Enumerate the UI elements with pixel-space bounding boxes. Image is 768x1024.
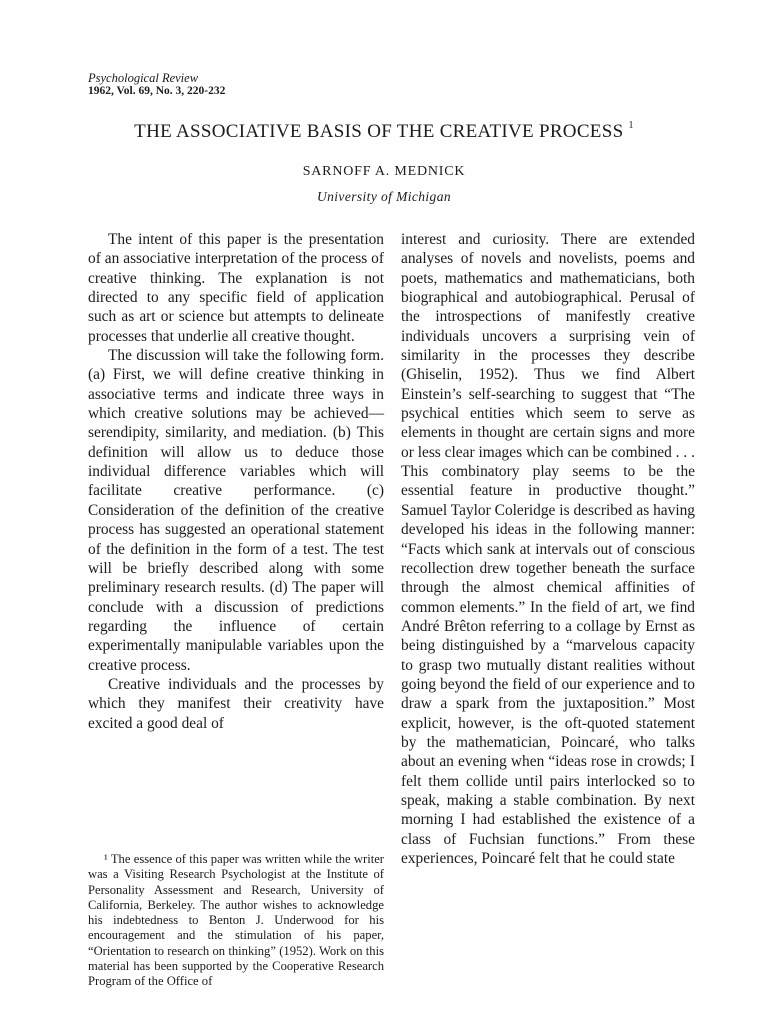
footnote-text: ¹ The essence of this paper was written while the writer was a Visiting Research Psychologist at the Institute of Personality Assessment and Research, University of California, Berkeley. The author wishes to acknowledge his indebtedness to Benton J. Underwood for his encouragement and the stimulation of his paper, “Orientation to research on thinking” (1952). Work on this material has been supported by the Cooperative Research Program of the Office of (88, 852, 384, 989)
journal-citation: 1962, Vol. 69, No. 3, 220-232 (88, 85, 226, 97)
paragraph: The discussion will take the following form. (a) First, we will define creative thinking in associative terms and indicate three ways in which creative solutions may be achieved—serendipity, similarity, and mediation. (b) This definition will allow us to deduce those individual difference variables which will facilitate creative performance. (c) Consideration of the definition of the creative process has suggested an operational statement of the definition in the form of a test. The test will be briefly described along with some preliminary research results. (d) The paper will conclude with a discussion of predictions regarding the influence of certain experimentally manipulable variables upon the creative process. (88, 347, 384, 674)
paragraph: interest and curiosity. There are extended analyses of novels and novelists, poems and poets, mathematics and mathematicians, both biographical and autobiographical. Perusal of the introspections of manifestly creative individuals uncovers a surprising vein of similarity in the processes they describe (Ghiselin, 1952). Thus we find Albert Einstein’s self-searching to suggest that “The psychical entities which seem to serve as elements in thought are certain signs and more or less clear images which can be combined . . . This combinatory play seems to be the essential feature in productive thought.” Samuel Taylor Coleridge is described as having developed his ideas in the following manner: “Facts which sank at intervals out of conscious recollection drew together beneath the surface through the almost chemical affinities of common elements.” In the field of art, we find André Brêton referring to a collage by Ernst as being distinguished by a “marvelous capacity to grasp two mutually distant realities without going beyond the field of our experience and to draw a spark from the juxtaposition.” Most explicit, however, is the oft-quoted statement by the mathematician, Poincaré, who talks about an evening when “ideas rose in crowds; I felt them collide until pairs interlocked so to speak, making a stable combination. By next morning I had established the existence of a class of Fuchsian functions.” From these experiences, Poincaré felt that he could state (401, 231, 695, 867)
article-title (0, 121, 768, 143)
article-title-text: THE ASSOCIATIVE BASIS OF THE CREATIVE PROCESS (134, 121, 624, 142)
footnote (88, 852, 384, 990)
title-footnote-mark: 1 (628, 119, 634, 131)
author-name: SARNOFF A. MEDNICK (302, 164, 466, 179)
paragraph: The intent of this paper is the presentation of an associative interpretation of the process of creative thinking. The explanation is not directed to any specific field of application such as art or science but attempts to delineate processes that underlie all creative thought. (88, 231, 384, 345)
journal-name: Psychological Review (88, 71, 199, 85)
left-column (88, 230, 384, 733)
right-column (401, 230, 695, 868)
author-affiliation: University of Michigan (316, 189, 452, 204)
journal-header (88, 72, 225, 98)
paragraph: Creative individuals and the processes by which they manifest their creativity have excited a good deal of (88, 675, 384, 732)
